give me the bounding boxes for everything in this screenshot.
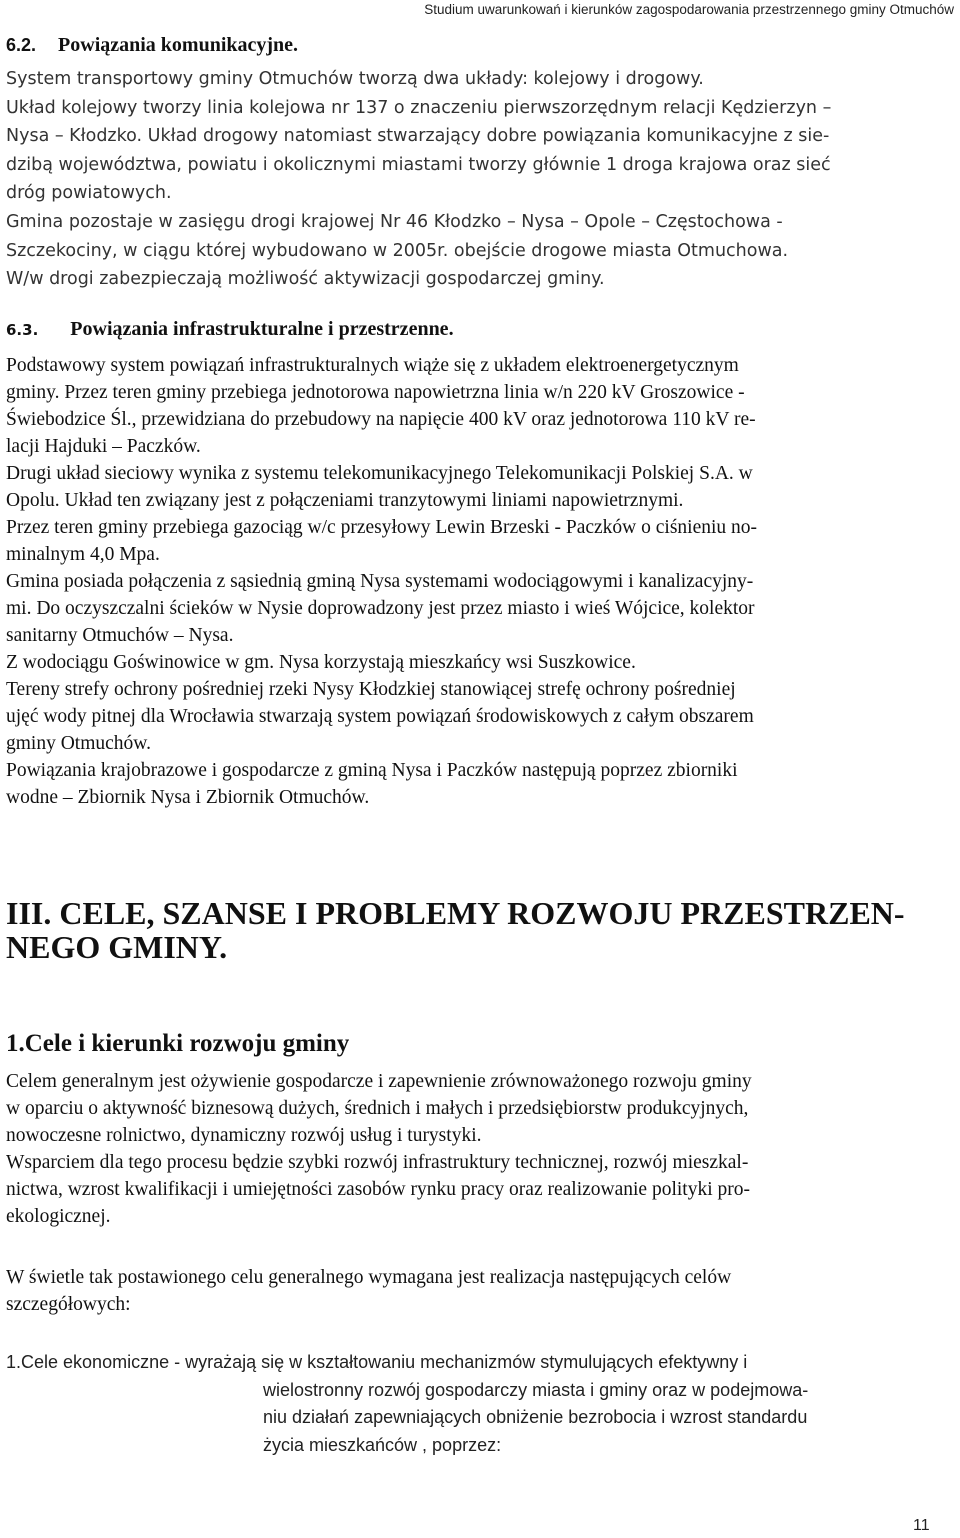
text-line: dróg powiatowych. [6, 183, 172, 203]
text-line: Drugi układ sieciowy wynika z systemu telekomunikacyjnego Telekomunikacji Polskiej S.A. w [6, 463, 753, 484]
list-item-economic-goals [6, 1349, 950, 1459]
text-line: w oparciu o aktywność biznesową dużych, średnich i małych i przedsiębiorstw produkcyjnych, [6, 1098, 749, 1119]
chapter-heading-line: NEGO GMINY. [6, 929, 228, 965]
text-line: minalnym 4,0 Mpa. [6, 544, 160, 565]
text-line: Powiązania krajobrazowe i gospodarcze z gminą Nysa i Paczków następują poprzez zbiorniki [6, 760, 738, 781]
list-item-line: wielostronny rozwój gospodarczy miasta i gminy oraz w podejmowa- [263, 1379, 809, 1400]
list-item-first-line: 1.Cele ekonomiczne - wyrażają się w kształtowaniu mechanizmów stymulujących efektywny i [6, 1352, 748, 1372]
list-item-line: niu działań zapewniających obniżenie bezrobocia i wzrost standardu [263, 1407, 808, 1427]
text-line: Podstawowy system powiązań infrastrukturalnych wiąże się z układem elektroenergetycznym [6, 355, 739, 376]
text-line: dzibą województwa, powiatu i okolicznymi miastami tworzy głównie 1 droga krajowa oraz sieć [6, 154, 831, 175]
text-line: szczegółowych: [6, 1294, 131, 1315]
text-line: sanitarny Otmuchów – Nysa. [6, 625, 234, 646]
text-line: Przez teren gminy przebiega gazociąg w/c przesyłowy Lewin Brzeski - Paczków o ciśnieniu no- [6, 517, 758, 538]
text-line: gminy Otmuchów. [6, 733, 151, 754]
text-line: wodne – Zbiornik Nysa i Zbiornik Otmuchów. [6, 787, 370, 808]
paragraph-infrastructure [6, 352, 950, 811]
text-line: System transportowy gminy Otmuchów tworzą dwa układy: kolejowy i drogowy. [6, 69, 704, 89]
section-number: 6.2. [6, 35, 37, 55]
paragraph-national-road [6, 208, 950, 294]
text-line: ujęć wody pitnej dla Wrocławia stwarzają system powiązań środowiskowych z całym obszarem [6, 706, 754, 727]
chapter-heading-line: III. CELE, SZANSE I PROBLEMY ROZWOJU PRZESTRZEN- [6, 895, 905, 931]
text-line: lacji Hajduki – Paczków. [6, 436, 201, 457]
text-line: Układ kolejowy tworzy linia kolejowa nr 137 o znaczeniu pierwszorzędnym relacji Kędzierzyn – [6, 97, 832, 118]
section-title: Powiązania komunikacyjne. [58, 34, 299, 56]
text-line: Gmina pozostaje w zasięgu drogi krajowej Nr 46 Kłodzko – Nysa – Opole – Częstochowa - [6, 212, 783, 232]
list-item-line: życia mieszkańców , poprzez: [263, 1434, 502, 1455]
text-line: Z wodociągu Goświnowice w gm. Nysa korzystają mieszkańcy wsi Suszkowice. [6, 652, 636, 673]
page-number: 11 [913, 1517, 930, 1534]
section-heading-6-3 [6, 318, 950, 341]
paragraph-transport-system [6, 65, 950, 208]
text-line: nowoczesne rolnictwo, dynamiczny rozwój usług i turystyki. [6, 1125, 482, 1146]
section-title: Powiązania infrastrukturalne i przestrzenne. [70, 318, 454, 340]
text-line: Opolu. Układ ten związany jest z połączeniami tranzytowymi liniami napowietrznymi. [6, 490, 684, 511]
paragraph-general-goal [6, 1068, 950, 1230]
text-line: Świebodzice Śl., przewidziana do przebudowy na napięcie 400 kV oraz jednotorowa 110 kV re- [6, 409, 756, 430]
text-line: Tereny strefy ochrony pośredniej rzeki Nysy Kłodzkiej stanowiącej strefę ochrony pośredniej [6, 679, 736, 700]
chapter-heading [6, 896, 950, 964]
subsection-heading: 1.Cele i kierunki rozwoju gminy [6, 1030, 350, 1057]
text-line: Celem generalnym jest ożywienie gospodarcze i zapewnienie zrównoważonego rozwoju gminy [6, 1071, 752, 1092]
text-line: mi. Do oczyszczalni ścieków w Nysie doprowadzony jest przez miasto i wieś Wójcice, kolektor [6, 598, 755, 619]
text-line: Nysa – Kłodzko. Układ drogowy natomiast stwarzający dobre powiązania komunikacyjne z sie- [6, 126, 830, 146]
text-line: ekologicznej. [6, 1206, 111, 1227]
running-header: Studium uwarunkowań i kierunków zagospodarowania przestrzennego gminy Otmuchów [424, 2, 954, 17]
text-line: Gmina posiada połączenia z sąsiednią gminą Nysa systemami wodociągowymi i kanalizacyjny- [6, 571, 754, 592]
text-line: Szczekociny, w ciągu której wybudowano w 2005r. obejście drogowe miasta Otmuchowa. [6, 240, 789, 261]
text-line: gminy. Przez teren gminy przebiega jednotorowa napowietrzna linia w/n 220 kV Groszowice - [6, 382, 745, 403]
section-heading-6-2 [6, 34, 950, 57]
paragraph-detailed-goals [6, 1264, 950, 1318]
section-number: 6.3. [6, 321, 39, 339]
text-line: W/w drogi zabezpieczają możliwość aktywizacji gospodarczej gminy. [6, 269, 605, 289]
text-line: Wsparciem dla tego procesu będzie szybki rozwój infrastruktury technicznej, rozwój mieszkal- [6, 1152, 749, 1173]
text-line: nictwa, wzrost kwalifikacji i umiejętności zasobów rynku pracy oraz realizowanie polityki pro- [6, 1179, 750, 1200]
text-line: W świetle tak postawionego celu generalnego wymagana jest realizacja następujących celów [6, 1267, 732, 1288]
